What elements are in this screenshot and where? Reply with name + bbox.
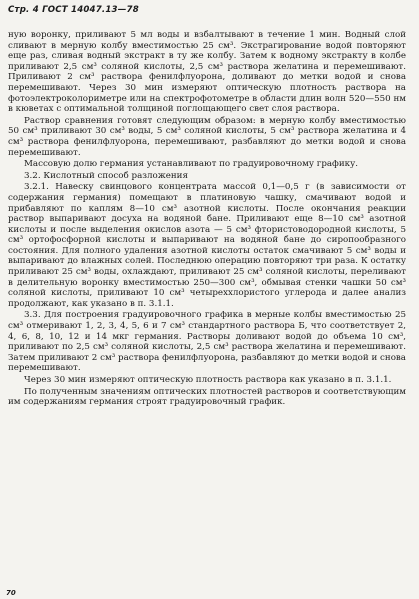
document-body — [8, 30, 406, 409]
paragraph-3-3: 3.3. Для построения градуировочного графика в мерные колбы вместимостью 25 см³ отмеривают 1, 2, 3, 4, 5, 6 и 7 см³ стандартного раствора Б, что соответствует 2, 4, 6, 8, 10, 12 и 14 мкг германия. Растворы доливают водой до объема 10 см³, приливают по 2,5 см³ соляной кислоты, 2,5 см³ раствора желатина и перемешивают. Затем приливают 2 см³ раствора фенилфлуорона, разбавляют до метки водой и снова перемешивают. — [8, 310, 406, 374]
section-heading-acid-method: 3.2. Кислотный способ разложения — [24, 170, 188, 181]
paragraph-reference-solution: Раствор сравнения готовят следующим образом: в мерную колбу вместимостью 50 см³ приливают 30 см³ воды, 5 см³ соляной кислоты, 5 см³ раствора желатина и 4 см³ раствора фенилфлуорона, перемешивают, разбавляют до метки водой и снова перемешивают. — [8, 115, 406, 158]
page-number: 70 — [6, 589, 16, 597]
paragraph-mass-fraction: Массовую долю германия устанавливают по градуировочному графику. — [24, 159, 358, 170]
page-header: Стр. 4 ГОСТ 14047.13—78 — [8, 5, 139, 15]
paragraph-calibration-graph: По полученным значениям оптических плотностей растворов и соответствующим им содержаниям германия строят градуировочный график. — [8, 386, 406, 408]
paragraph-3-2-1: 3.2.1. Навеску свинцового концентрата массой 0,1—0,5 г (в зависимости от содержания германия) помещают в платиновую чашку, смачивают водой и прибавляют по каплям 8—10 см³ азотной кислоты. После окончания реакции раствор выпаривают досуха на водяной бане. Приливают еще 8—10 см³ азотной кислоты и после выделения окислов азота — 5 см³ фтористоводородной кислоты, 5 см³ ортофосфорной кислоты и выпаривают на водяной бане до сиропообразного состояния. Для полного удаления азотной кислоты остаток смачивают 5 см³ воды и выпаривают до влажных солей. Последнюю операцию повторяют три раза. К остатку приливают 25 см³ воды, охлаждают, приливают 25 см³ соляной кислоты, переливают в делительную воронку вместимостью 250—300 см³, обмывая стенки чашки 50 см³ соляной кислоты, приливают 10 см³ четыреххлористого углерода и далее анализ продолжают, как указано в п. 3.1.1. — [8, 182, 406, 309]
paragraph-optical-density: Через 30 мин измеряют оптическую плотность раствора как указано в п. 3.1.1. — [24, 375, 392, 385]
paragraph-continuation: ную воронку, приливают 5 мл воды и взбалтывают в течение 1 мин. Водный слой сливают в мерную колбу вместимостью 25 см³. Экстрагирование водой повторяют еще раз, сливая водный экстракт в ту же колбу. Затем к водному экстракту в колбе приливают 2,5 см³ соляной кислоты, 2,5 см³ раствора желатина и перемешивают. Приливают 2 см³ раствора фенилфлуорона, доливают до метки водой и снова перемешивают. Через 30 мин измеряют оптическую плотность раствора на фотоэлектроколориметре или на спектрофотометре в области длин волн 520—550 нм в кюветах с оптимальной толщиной поглощающего свет слоя раствора. — [8, 30, 406, 115]
